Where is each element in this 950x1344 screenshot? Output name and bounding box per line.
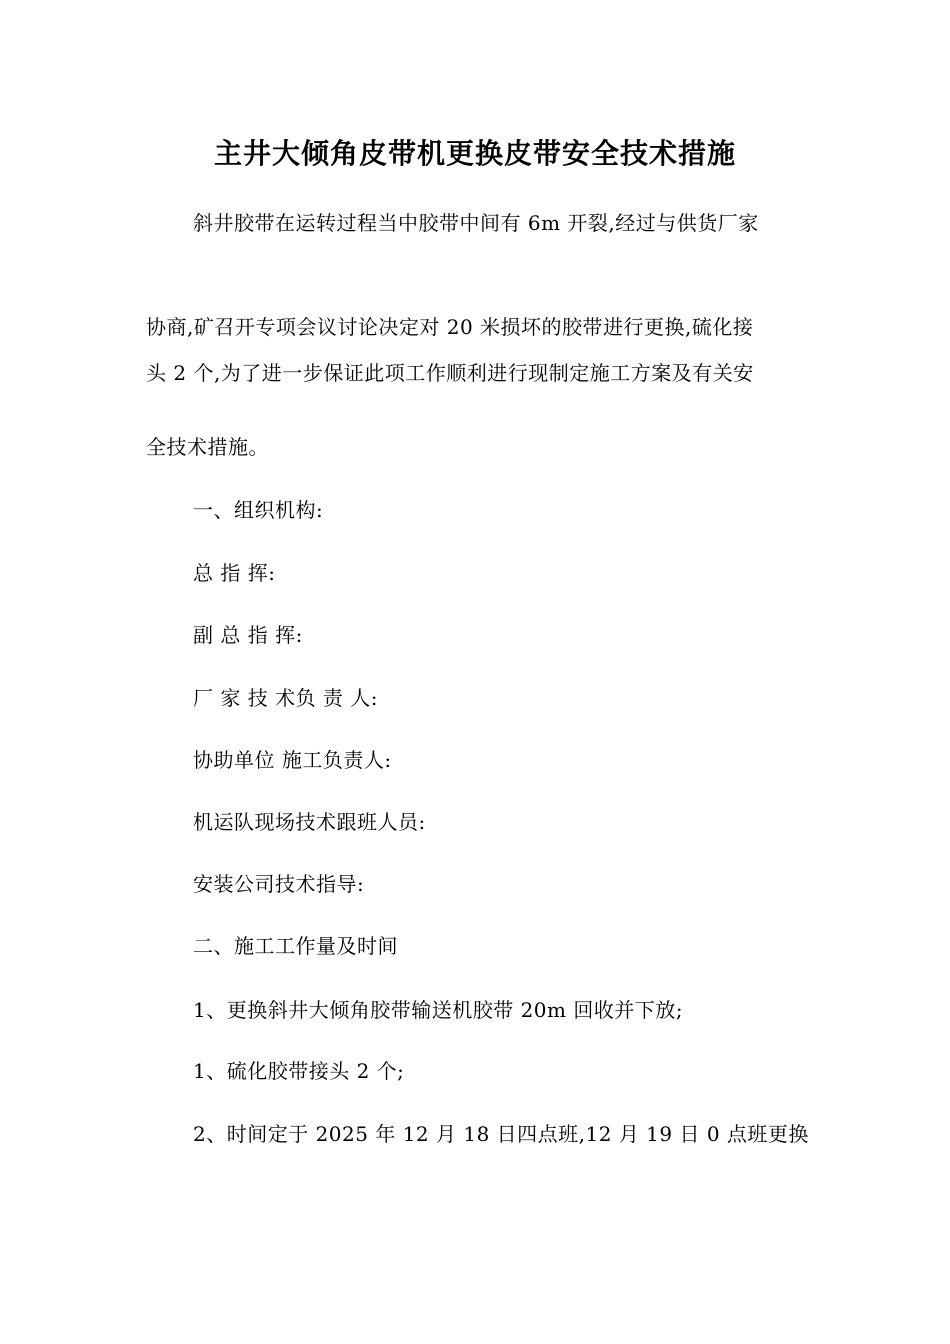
document-title: 主井大倾角皮带机更换皮带安全技术措施 (213, 137, 736, 170)
role-assisting-unit-lead: 协助单位 施工负责人: (193, 748, 392, 772)
role-manufacturer-tech-lead: 厂 家 技 术负 责 人: (193, 686, 379, 710)
role-installation-guidance: 安装公司技术指导: (193, 872, 365, 896)
work-item-1: 1、更换斜井大倾角胶带输送机胶带 20m 回收并下放; (193, 998, 684, 1022)
intro-line-4: 全技术措施。 (146, 435, 269, 459)
intro-line-2: 协商,矿召开专项会议讨论决定对 20 米损坏的胶带进行更换,硫化接 (146, 315, 754, 339)
section1-heading: 一、组织机构: (193, 498, 324, 522)
section2-heading: 二、施工工作量及时间 (193, 934, 398, 958)
work-item-3: 2、时间定于 2025 年 12 月 18 日四点班,12 月 19 日 0 点班更换 (193, 1122, 809, 1146)
role-deputy-commander: 副 总 指 挥: (193, 623, 303, 647)
role-general-commander: 总 指 挥: (193, 561, 276, 585)
work-item-2: 1、硫化胶带接头 2 个; (193, 1059, 405, 1083)
intro-line-1: 斜井胶带在运转过程当中胶带中间有 6m 开裂,经过与供货厂家 (193, 211, 759, 235)
intro-line-3: 头 2 个,为了进一步保证此项工作顺利进行现制定施工方案及有关安 (146, 361, 754, 385)
role-onsite-tech-staff: 机运队现场技术跟班人员: (193, 810, 426, 834)
